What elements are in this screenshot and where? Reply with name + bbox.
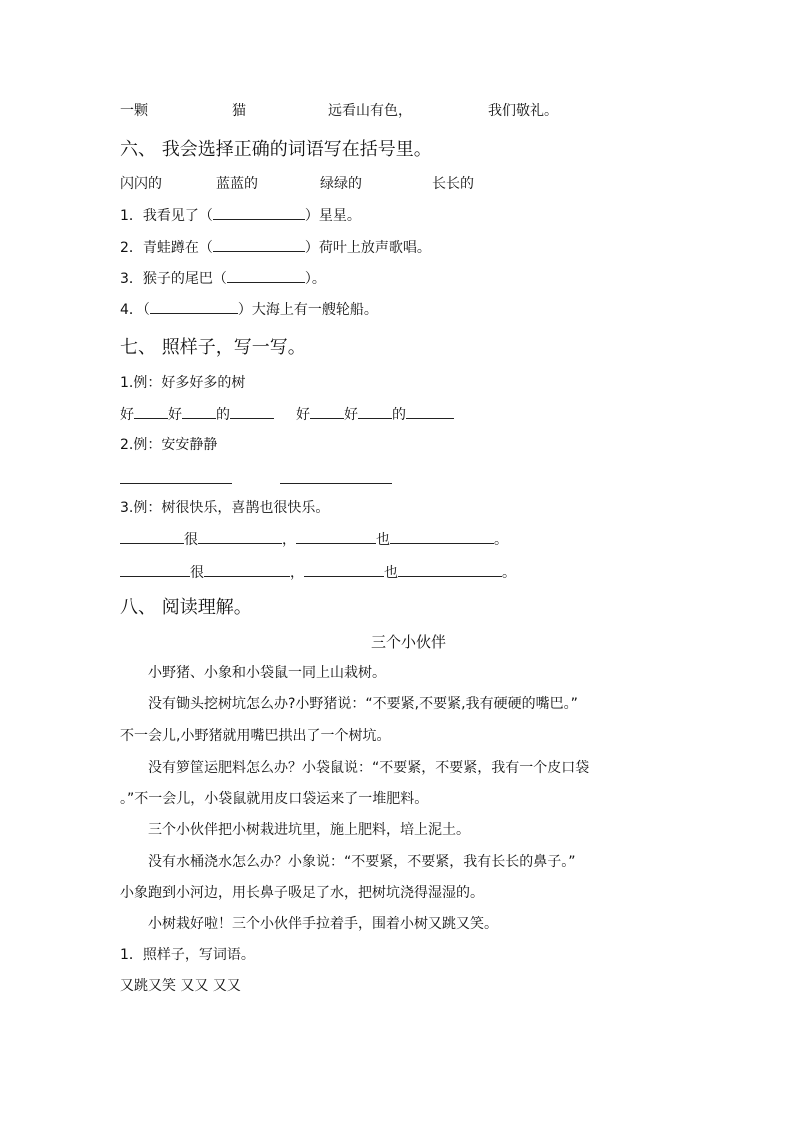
blank[interactable] (213, 237, 305, 252)
answer-line[interactable] (280, 483, 392, 484)
example-2: 2.例：安安静静 (120, 437, 218, 453)
story-paragraph: 小野猪、小象和小袋鼠一同上山栽树。 (148, 665, 386, 681)
top-word-3: 远看山有色， (328, 103, 412, 119)
word-option-3: 绿绿的 (320, 176, 362, 192)
top-word-1: 一颗 (120, 103, 148, 119)
blank[interactable] (204, 562, 290, 577)
blank[interactable] (230, 404, 274, 419)
story-paragraph: 不一会儿,小野猪就用嘴巴拱出了一个树坑。 (120, 728, 391, 744)
section-6-title: 六、 我会选择正确的词语写在括号里。 (120, 139, 432, 160)
blank[interactable] (120, 562, 190, 577)
story-paragraph: 没有水桶浇水怎么办？小象说：“不要紧，不要紧，我有长长的鼻子。” (148, 854, 576, 870)
fill-item-1: 1．我看见了（ ）星星。 (120, 205, 361, 226)
answer-line[interactable] (120, 483, 232, 484)
blank[interactable] (310, 404, 344, 419)
story-paragraph: 小树栽好啦！三个小伙伴手拉着手，围着小树又跳又笑。 (148, 916, 498, 932)
exercise-3-line-1: 很 ， 也 。 (120, 529, 508, 550)
blank[interactable] (358, 404, 392, 419)
blank[interactable] (296, 529, 376, 544)
blank[interactable] (213, 205, 305, 220)
top-word-2: 猫 (232, 103, 246, 119)
story-paragraph: 小象跑到小河边，用长鼻子吸足了水，把树坑浇得湿湿的。 (120, 885, 484, 901)
fill-item-3: 3．猴子的尾巴（ ）。 (120, 268, 326, 289)
section-7-title: 七、 照样子，写一写。 (120, 337, 306, 358)
blank[interactable] (406, 404, 454, 419)
blank[interactable] (198, 529, 282, 544)
story-title: 三个小伙伴 (371, 633, 447, 651)
exercise-3-line-2: 很 ， 也 。 (120, 562, 516, 583)
question-1: 1．照样子，写词语。 (120, 947, 255, 963)
example-3: 3.例：树很快乐，喜鹊也很快乐。 (120, 500, 330, 516)
fill-item-4: 4．（ ）大海上有一艘轮船。 (120, 299, 378, 320)
question-1-example: 又跳又笑 又又 又又 (120, 978, 241, 994)
word-option-1: 闪闪的 (120, 176, 162, 192)
section-8-title: 八、 阅读理解。 (120, 597, 252, 618)
word-option-2: 蓝蓝的 (216, 176, 258, 192)
blank[interactable] (120, 529, 184, 544)
story-paragraph: 三个小伙伴把小树栽进坑里，施上肥料，培上泥土。 (148, 822, 470, 838)
example-1: 1.例：好多好多的树 (120, 375, 246, 391)
story-paragraph: 。”不一会儿，小袋鼠就用皮口袋运来了一堆肥料。 (120, 791, 429, 807)
story-paragraph: 没有箩筐运肥料怎么办？小袋鼠说：“不要紧，不要紧，我有一个皮口袋 (148, 760, 590, 776)
blank[interactable] (134, 404, 168, 419)
blank[interactable] (150, 299, 238, 314)
word-option-4: 长长的 (432, 176, 474, 192)
fill-item-2: 2．青蛙蹲在（ ）荷叶上放声歌唱。 (120, 237, 431, 258)
top-word-4: 我们敬礼。 (488, 103, 558, 119)
exercise-1-line: 好 好 的 好 好 的 (120, 404, 454, 425)
blank[interactable] (304, 562, 384, 577)
blank[interactable] (398, 562, 502, 577)
blank[interactable] (227, 268, 305, 283)
blank[interactable] (182, 404, 216, 419)
story-paragraph: 没有锄头挖树坑怎么办?小野猪说：“不要紧,不要紧,我有硬硬的嘴巴。” (148, 696, 578, 712)
blank[interactable] (390, 529, 494, 544)
